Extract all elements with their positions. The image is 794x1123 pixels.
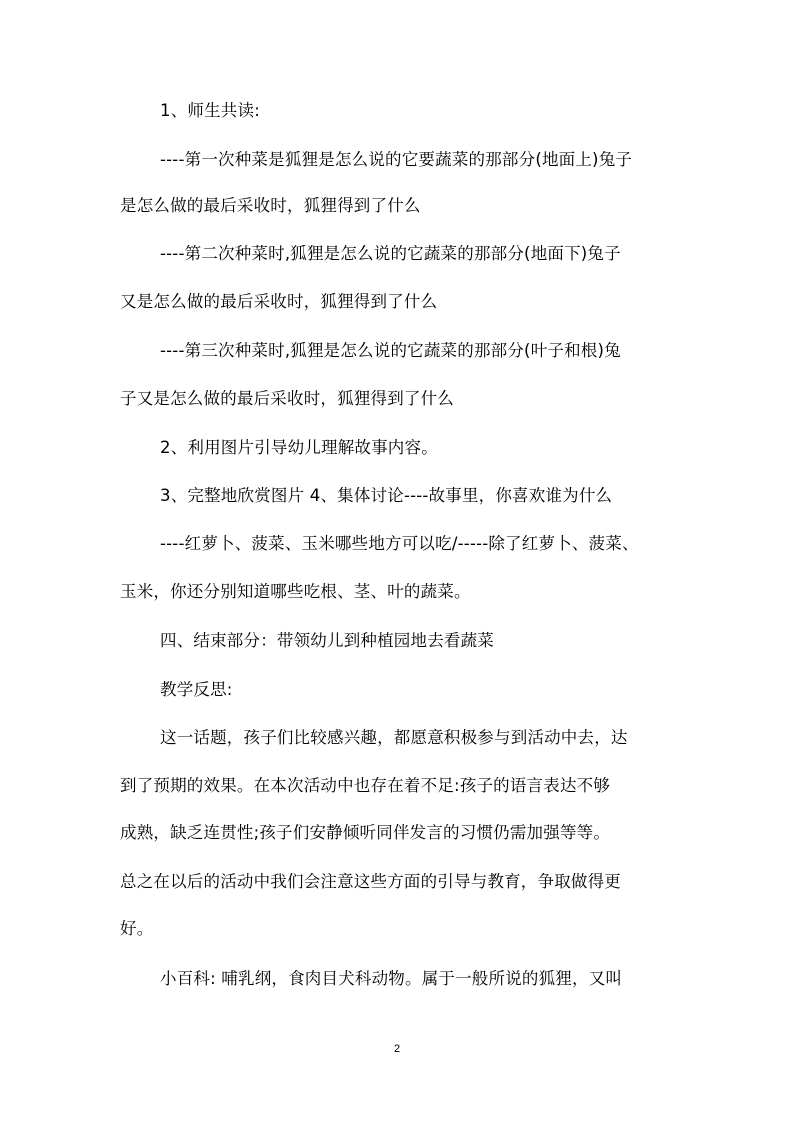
text-line: ----第二次种菜时,狐狸是怎么说的它蔬菜的那部分(地面下)兔子: [160, 244, 621, 263]
text-line: 1、师生共读:: [160, 101, 260, 120]
text-line: 玉米，你还分别知道哪些吃根、茎、叶的蔬菜。: [120, 582, 471, 601]
text-line: 教学反思:: [160, 680, 233, 699]
text-line: ----第三次种菜时,狐狸是怎么说的它蔬菜的那部分(叶子和根)兔: [160, 341, 621, 360]
text-line: 又是怎么做的最后采收时，狐狸得到了什么: [120, 292, 438, 311]
text-line: ----红萝卜、菠菜、玉米哪些地方可以吃/-----除了红萝卜、菠菜、: [160, 534, 639, 553]
text-line: 总之在以后的活动中我们会注意这些方面的引导与教育，争取做得更: [120, 872, 621, 891]
text-line: 子又是怎么做的最后采收时，狐狸得到了什么: [120, 389, 454, 408]
text-line: 是怎么做的最后采收时，狐狸得到了什么: [120, 196, 421, 215]
text-line: 2、利用图片引导幼儿理解故事内容。: [160, 438, 438, 457]
text-line: 3、完整地欣赏图片 4、集体讨论----故事里，你喜欢谁为什么: [160, 486, 613, 505]
text-line: 成熟，缺乏连贯性;孩子们安静倾听同伴发言的习惯仍需加强等等。: [120, 823, 611, 842]
text-line: 这一话题，孩子们比较感兴趣，都愿意积极参与到活动中去，达: [160, 728, 628, 747]
text-line: ----第一次种菜是狐狸是怎么说的它要蔬菜的那部分(地面上)兔子: [160, 150, 633, 169]
text-line: 到了预期的效果。在本次活动中也存在着不足:孩子的语言表达不够: [120, 776, 611, 795]
text-line: 四、结束部分：带领幼儿到种植园地去看蔬菜: [160, 631, 494, 650]
page-number: 2: [393, 1043, 401, 1055]
text-line: 小百科: 哺乳纲，食肉目犬科动物。属于一般所说的狐狸，又叫: [160, 969, 623, 988]
text-line: 好。: [120, 919, 154, 938]
